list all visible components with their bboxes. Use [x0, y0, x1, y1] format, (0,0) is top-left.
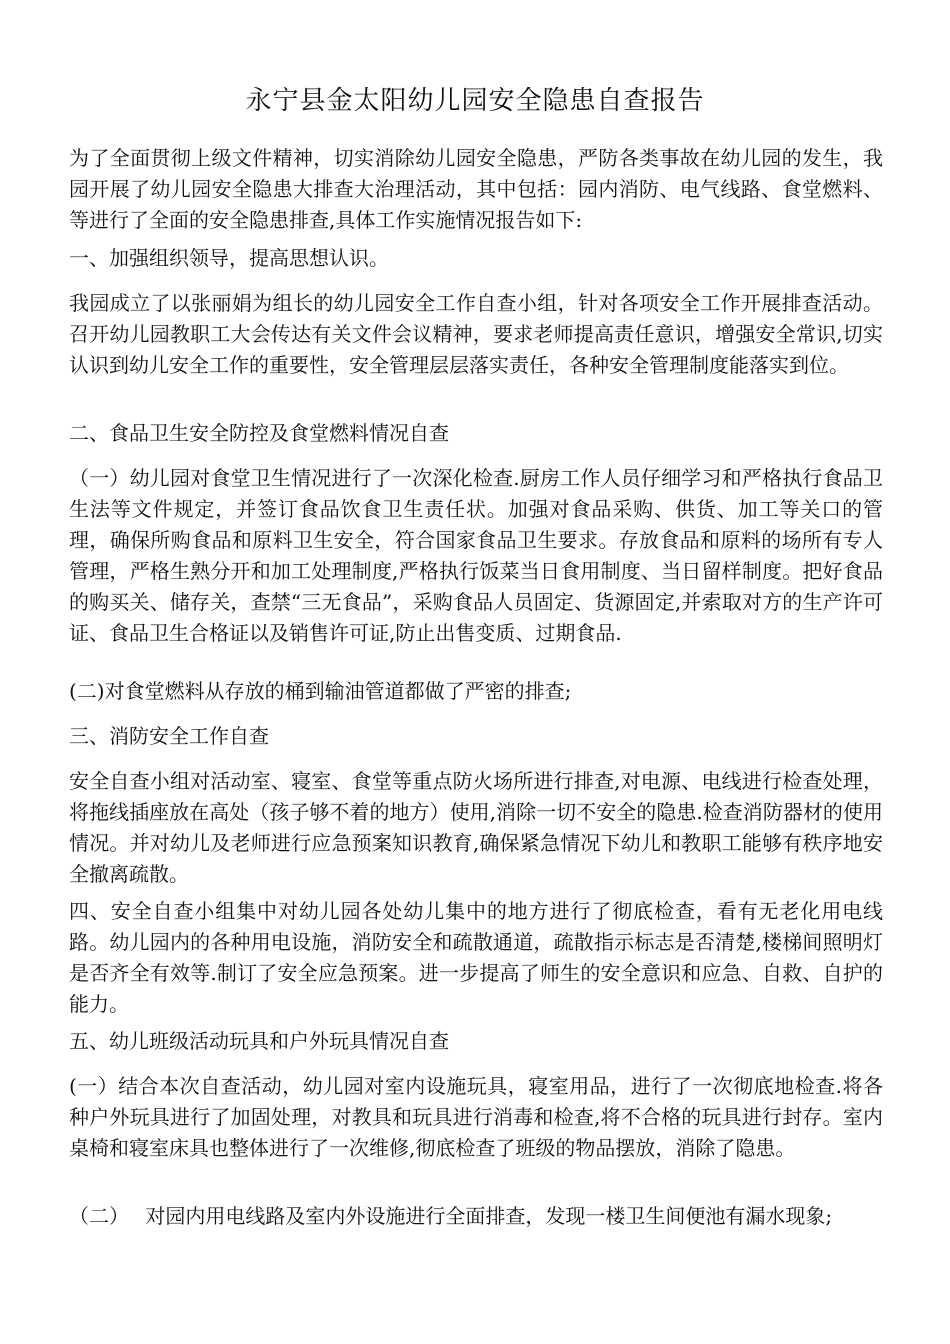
section-2-heading: 二、食品卫生安全防控及食堂燃料情况自查	[69, 421, 449, 445]
section-3-heading: 三、消防安全工作自查	[69, 724, 269, 748]
section-1-heading: 一、加强组织领导，提高思想认识。	[69, 246, 389, 270]
section-4-body: 四、安全自查小组集中对幼儿园各处幼儿集中的地方进行了彻底检查，看有无老化用电线路。幼儿园内的各种用电设施，消防安全和疏散通道，疏散指示标志是否清楚,楼梯间照明灯是否齐全有效等.制订了安全应急预案。进一步提高了师生的安全意识和应急、自救、自护的能力。	[69, 899, 883, 1016]
document-title: 永宁县金太阳幼儿园安全隐患自查报告	[245, 86, 705, 116]
section-5-item-1: (一）结合本次自查活动，幼儿园对室内设施玩具，寝室用品，进行了一次彻底地检查.将各种户外玩具进行了加固处理，对教具和玩具进行消毒和检查,将不合格的玩具进行封存。室内桌椅和寝室床具也整体进行了一次维修,彻底检查了班级的物品摆放，消除了隐患。	[69, 1074, 883, 1160]
section-5-item-2: （二） 对园内用电线路及室内外设施进行全面排查，发现一楼卫生间便池有漏水现象;	[69, 1204, 833, 1228]
section-2-item-1: （一）幼儿园对食堂卫生情况进行了一次深化检查.厨房工作人员仔细学习和严格执行食品卫生法等文件规定，并签订食品饮食卫生责任状。加强对食品采购、供货、加工等关口的管理，确保所购食品和原料卫生安全，符合国家食品卫生要求。存放食品和原料的场所有专人管理，严格生熟分开和加工处理制度,严格执行饭菜当日食用制度、当日留样制度。把好食品的购买关、储存关，查禁“三无食品”，采购食品人员固定、货源固定,并索取对方的生产许可证、食品卫生合格证以及销售许可证,防止出售变质、过期食品.	[69, 466, 883, 645]
section-1-body: 我园成立了以张丽娟为组长的幼儿园安全工作自查小组，针对各项安全工作开展排查活动。召开幼儿园教职工大会传达有关文件会议精神，要求老师提高责任意识，增强安全常识,切实认识到幼儿安全工作的重要性，安全管理层层落实责任，各种安全管理制度能落实到位。	[69, 291, 883, 377]
intro-paragraph: 为了全面贯彻上级文件精神，切实消除幼儿园安全隐患，严防各类事故在幼儿园的发生，我园开展了幼儿园安全隐患大排查大治理活动，其中包括：园内消防、电气线路、食堂燃料、等进行了全面的安全隐患排查,具体工作实施情况报告如下:	[69, 146, 883, 232]
section-3-body: 安全自查小组对活动室、寝室、食堂等重点防火场所进行排查,对电源、电线进行检查处理，将拖线插座放在高处（孩子够不着的地方）使用,消除一切不安全的隐患.检查消防器材的使用情况。并对幼儿及老师进行应急预案知识教育,确保紧急情况下幼儿和教职工能够有秩序地安全撤离疏散。	[69, 769, 883, 886]
section-2-item-2: (二)对食堂燃料从存放的桶到输油管道都做了严密的排查;	[69, 679, 572, 703]
section-5-heading: 五、幼儿班级活动玩具和户外玩具情况自查	[69, 1029, 449, 1053]
